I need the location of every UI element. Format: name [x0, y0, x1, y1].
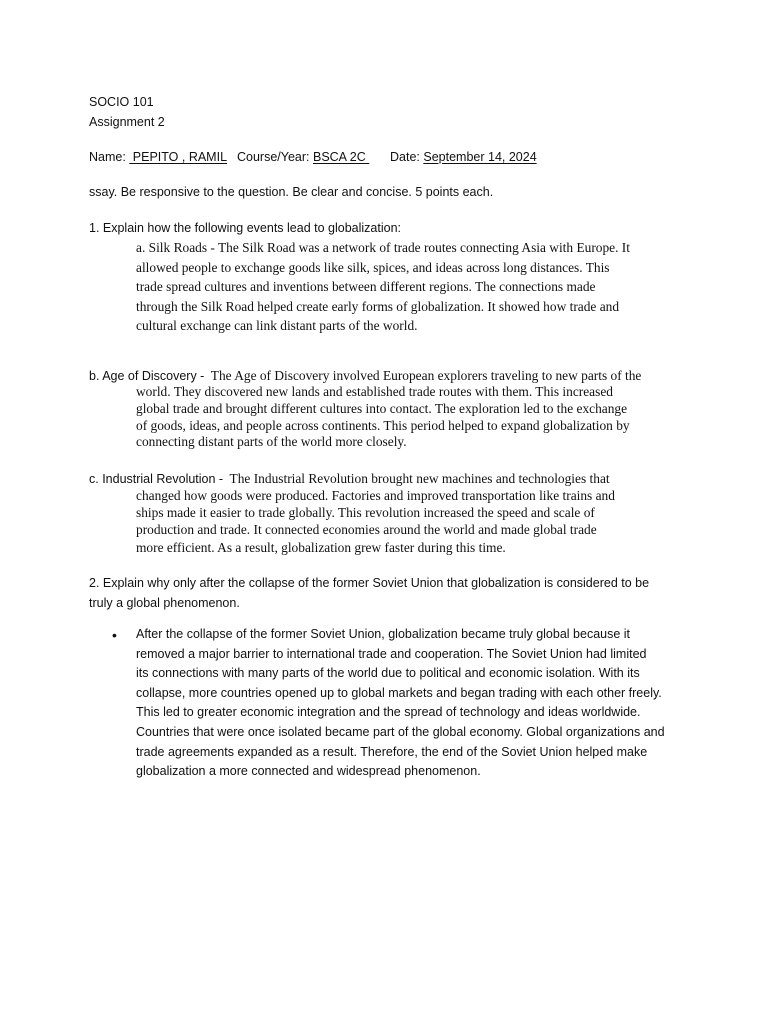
- bullet-icon: •: [112, 627, 117, 643]
- answer-1a-line: a. Silk Roads - The Silk Road was a network of trade routes connecting Asia with Europe. It: [136, 240, 630, 255]
- question-2-prompt-line: 2. Explain why only after the collapse of the former Soviet Union that globalization is considered to be: [89, 576, 650, 590]
- answer-1a-line: trade spread cultures and inventions between different regions. The connections made: [136, 279, 596, 294]
- answer-2: [136, 625, 665, 782]
- answer-1c-line: more efficient. As a result, globalization grew faster during this time.: [136, 539, 506, 555]
- question-2-prompt-line: truly a global phenomenon.: [89, 596, 240, 610]
- answer-1b-line: The Age of Discovery involved European explorers traveling to new parts of the: [204, 368, 642, 383]
- question-1-prompt: 1. Explain how the following events lead to globalization:: [89, 221, 402, 235]
- answer-1c-line: The Industrial Revolution brought new machines and technologies that: [223, 471, 610, 486]
- answer-2-line: its connections with many parts of the world due to political and economic isolation. With its: [136, 666, 640, 681]
- name-label: Name:: [89, 150, 126, 164]
- answer-2-line: globalization a more connected and widespread phenomenon.: [136, 764, 481, 779]
- answer-1a: [136, 238, 630, 336]
- answer-1c-line: changed how goods were produced. Factories and improved transportation like trains and: [136, 488, 615, 503]
- answer-1b-first-line: [89, 367, 641, 385]
- answer-1a-line: cultural exchange can link distant parts of the world.: [136, 318, 418, 333]
- name-row: [89, 150, 227, 164]
- answer-1c-first-line: [89, 470, 610, 488]
- answer-1c-line: production and trade. It connected economies around the world and made global trade: [136, 522, 597, 538]
- assignment-title: Assignment 2: [89, 115, 165, 129]
- date-label: Date:: [390, 150, 420, 164]
- answer-1c-label: c. Industrial Revolution -: [89, 472, 224, 486]
- date-row: [390, 150, 537, 164]
- answer-1b-label: b. Age of Discovery -: [89, 369, 205, 383]
- answer-2-line: This led to greater economic integration and the spread of technology and ideas worldwide.: [136, 705, 641, 720]
- answer-1b-line: world. They discovered new lands and established trade routes with them. This increased: [136, 384, 613, 399]
- date-value: September 14, 2024: [423, 150, 537, 164]
- answer-2-line: collapse, more countries opened up to global markets and began trading with each other freely.: [136, 685, 662, 700]
- answer-1c: [136, 487, 615, 556]
- answer-1c-line: ships made it easier to trade globally. This revolution increased the speed and scale of: [136, 505, 595, 521]
- course-value: BSCA 2C: [312, 150, 370, 164]
- answer-2-line: trade agreements expanded as a result. Therefore, the end of the Soviet Union helped make: [136, 744, 648, 759]
- course-row: [237, 150, 369, 164]
- answer-2-line: Countries that were once isolated became part of the global economy. Global organizations and: [136, 724, 665, 739]
- course-label: Course/Year:: [237, 150, 310, 164]
- answer-2-line: removed a major barrier to international trade and cooperation. The Soviet Union had limited: [136, 646, 647, 661]
- question-2-prompt: [89, 573, 649, 613]
- name-value: PEPITO , RAMIL: [129, 150, 228, 164]
- answer-1b-line: global trade and brought different cultures into contact. The exploration led to the exchange: [136, 400, 628, 416]
- answer-2-line: After the collapse of the former Soviet Union, globalization became truly global because it: [136, 627, 631, 641]
- answer-1b-line: of goods, ideas, and people across continents. This period helped to expand globalization by: [136, 417, 630, 433]
- course-code: SOCIO 101: [89, 95, 154, 109]
- answer-1b-line: connecting distant parts of the world more closely.: [136, 434, 407, 450]
- answer-1b: [136, 384, 630, 451]
- answer-1a-line: allowed people to exchange goods like silk, spices, and ideas across long distances. This: [136, 259, 610, 275]
- answer-1a-line: through the Silk Road helped create early forms of globalization. It showed how trade and: [136, 298, 620, 314]
- instructions: ssay. Be responsive to the question. Be clear and concise. 5 points each.: [89, 185, 494, 199]
